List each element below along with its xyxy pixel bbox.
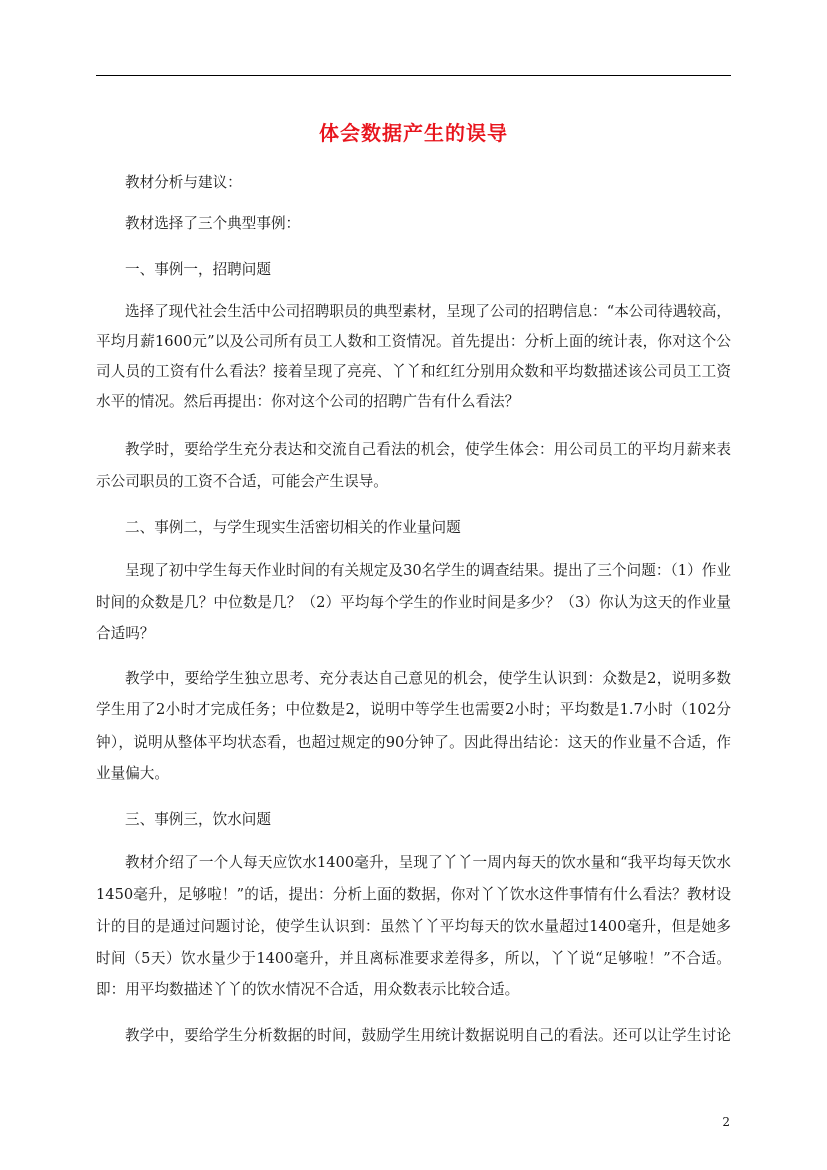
paragraph-line: 教学中，要给学生独立思考、充分表达自己意见的机会，使学生认识到：众数是2，说明多数 (125, 670, 731, 687)
header-rule (96, 75, 731, 76)
paragraph-line: 教材选择了三个典型事例： (125, 215, 301, 232)
paragraph-line: 选择了现代社会生活中公司招聘职员的典型素材，呈现了公司的招聘信息：“本公司待遇较高， (125, 303, 731, 320)
paragraph-line: 即：用平均数描述丫丫的饮水情况不合适，用众数表示比较合适。 (96, 981, 520, 998)
paragraph-line: 合适吗？ (96, 625, 155, 642)
paragraph-line: 教学时，要给学生充分表达和交流自己看法的机会，使学生体会：用公司员工的平均月薪来表 (125, 441, 731, 458)
paragraph-line: 时间的众数是几？中位数是几？（2）平均每个学生的作业时间是多少？（3）你认为这天的作业量 (96, 594, 731, 611)
paragraph-line: 平均月薪1600元”以及公司所有员工人数和工资情况。首先提出：分析上面的统计表，你对这个公 (96, 333, 731, 350)
paragraph-line: 呈现了初中学生每天作业时间的有关规定及30名学生的调查结果。提出了三个问题：（1）作业 (125, 562, 731, 579)
paragraph-line: 业量偏大。 (96, 765, 169, 782)
paragraph-line: 钟），说明从整体平均状态看，也超过规定的90分钟了。因此得出结论：这天的作业量不合适，作 (96, 734, 731, 751)
paragraph-line: 水平的情况。然后再提出：你对这个公司的招聘广告有什么看法？ (96, 393, 520, 410)
section-heading-analysis: 教材分析与建议： (125, 174, 242, 191)
paragraph-line: 教材介绍了一个人每天应饮水1400毫升，呈现了丫丫一周内每天的饮水量和“我平均每天饮水 (125, 854, 731, 871)
section-heading-case-2: 二、事例二，与学生现实生活密切相关的作业量问题 (125, 519, 461, 536)
paragraph-line: 司人员的工资有什么看法？接着呈现了亮亮、丫丫和红红分别用众数和平均数描述该公司员工工资 (96, 363, 731, 380)
page-number: 2 (722, 1115, 730, 1129)
paragraph-line: 时间（5天）饮水量少于1400毫升，并且离标准要求差得多，所以，丫丫说“足够啦！”不合适。 (96, 950, 731, 967)
section-heading-case-3: 三、事例三，饮水问题 (125, 811, 271, 828)
paragraph-line: 计的目的是通过问题讨论，使学生认识到：虽然丫丫平均每天的饮水量超过1400毫升，但是她多 (96, 918, 731, 935)
paragraph-line: 教学中，要给学生分析数据的时间，鼓励学生用统计数据说明自己的看法。还可以让学生讨论 (125, 1027, 731, 1044)
paragraph-line: 示公司职员的工资不合适，可能会产生误导。 (96, 473, 388, 490)
paragraph-line: 1450毫升，足够啦！”的话，提出：分析上面的数据，你对丫丫饮水这件事情有什么看法？教材设 (96, 886, 731, 903)
section-heading-case-1: 一、事例一，招聘问题 (125, 261, 271, 278)
paragraph-line: 学生用了2小时才完成任务；中位数是2，说明中等学生也需要2小时；平均数是1.7小时（102分 (96, 701, 731, 718)
page-title: 体会数据产生的误导 (319, 121, 508, 145)
